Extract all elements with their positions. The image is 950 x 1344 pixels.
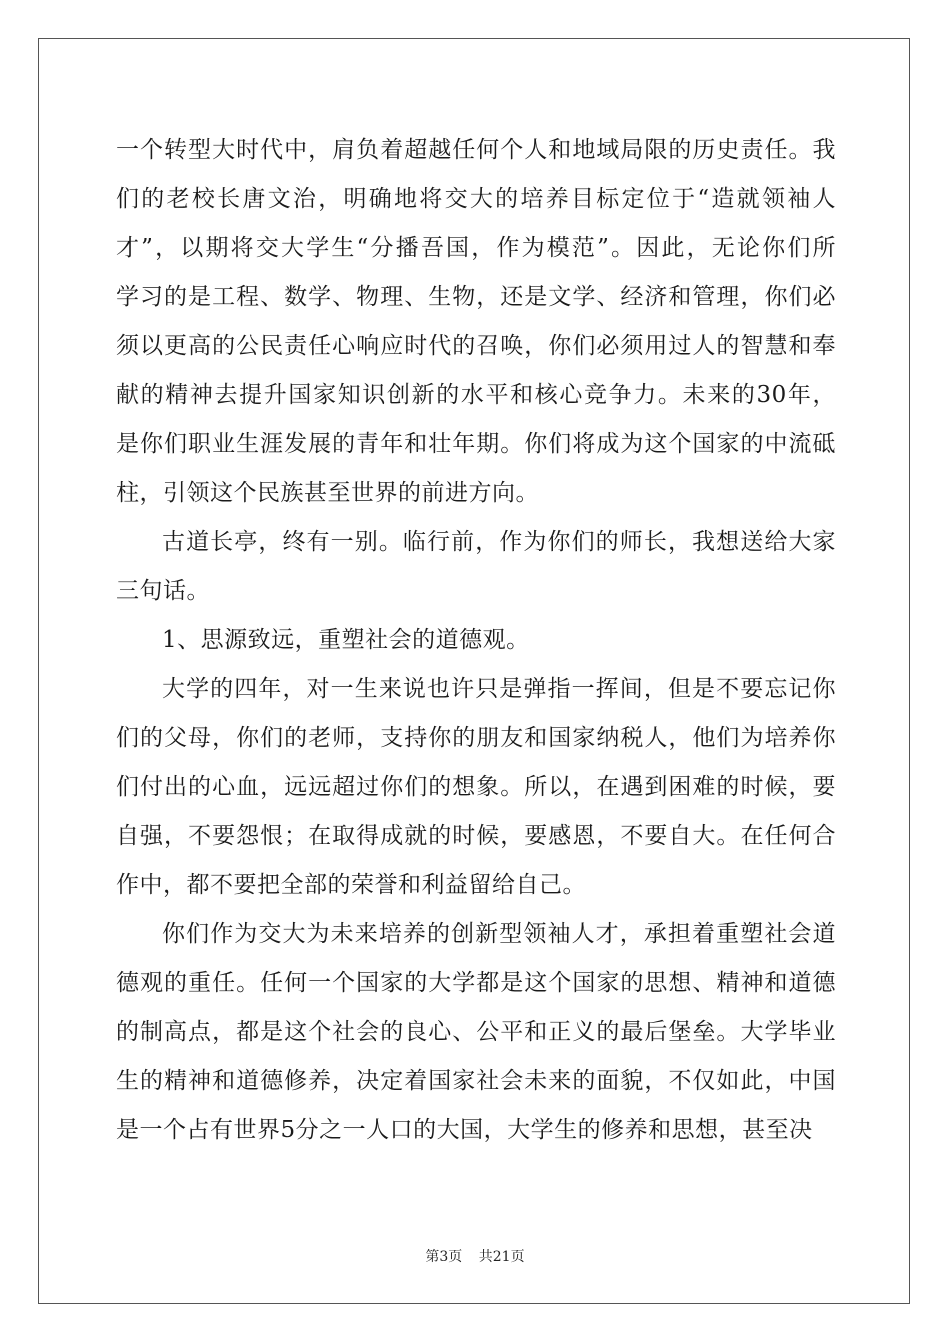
text-line: 柱，引领这个民族甚至世界的前进方向。	[116, 480, 539, 506]
text-line: 献的精神去提升国家知识创新的水平和核心竞争力。未来的30年，	[116, 382, 836, 408]
text-line: 学习的是工程、数学、物理、生物，还是文学、经济和管理，你们必	[116, 284, 836, 310]
text-line: 自强，不要怨恨；在取得成就的时候，要感恩，不要自大。在任何合	[116, 823, 836, 849]
paragraph	[116, 518, 836, 616]
text-line: 才”，以期将交大学生“分播吾国，作为模范”。因此，无论你们所	[116, 235, 836, 261]
text-line: 的制高点，都是这个社会的良心、公平和正义的最后堡垒。大学毕业	[116, 1019, 836, 1045]
paragraph	[116, 616, 836, 665]
text-line: 德观的重任。任何一个国家的大学都是这个国家的思想、精神和道德	[116, 970, 836, 996]
text-line: 们的父母，你们的老师，支持你的朋友和国家纳税人，他们为培养你	[116, 725, 836, 751]
text-line: 古道长亭，终有一别。临行前，作为你们的师长，我想送给大家	[162, 529, 836, 555]
paragraph	[116, 126, 836, 518]
text-line: 们付出的心血，远远超过你们的想象。所以，在遇到困难的时候，要	[116, 774, 836, 800]
text-line: 是你们职业生涯发展的青年和壮年期。你们将成为这个国家的中流砥	[116, 431, 836, 457]
total-pages-label: 共21页	[478, 1249, 525, 1265]
page-footer	[0, 1246, 950, 1266]
text-line: 须以更高的公民责任心响应时代的召唤，你们必须用过人的智慧和奉	[116, 333, 836, 359]
text-line: 大学的四年，对一生来说也许只是弹指一挥间，但是不要忘记你	[162, 676, 836, 702]
text-line: 作中，都不要把全部的荣誉和利益留给自己。	[116, 872, 586, 898]
text-line: 是一个占有世界5分之一人口的大国，大学生的修养和思想，甚至决	[116, 1117, 813, 1143]
text-line: 三句话。	[116, 578, 210, 604]
document-body	[116, 126, 836, 1155]
text-line: 生的精神和道德修养，决定着国家社会未来的面貌，不仅如此，中国	[116, 1068, 836, 1094]
current-page-label: 第3页	[425, 1249, 463, 1265]
text-line: 们的老校长唐文治，明确地将交大的培养目标定位于“造就领袖人	[116, 186, 836, 212]
paragraph	[116, 910, 836, 1155]
paragraph	[116, 665, 836, 910]
text-line: 你们作为交大为未来培养的创新型领袖人才，承担着重塑社会道	[162, 921, 836, 947]
text-line: 1、思源致远，重塑社会的道德观。	[162, 627, 530, 653]
text-line: 一个转型大时代中，肩负着超越任何个人和地域局限的历史责任。我	[116, 137, 836, 163]
